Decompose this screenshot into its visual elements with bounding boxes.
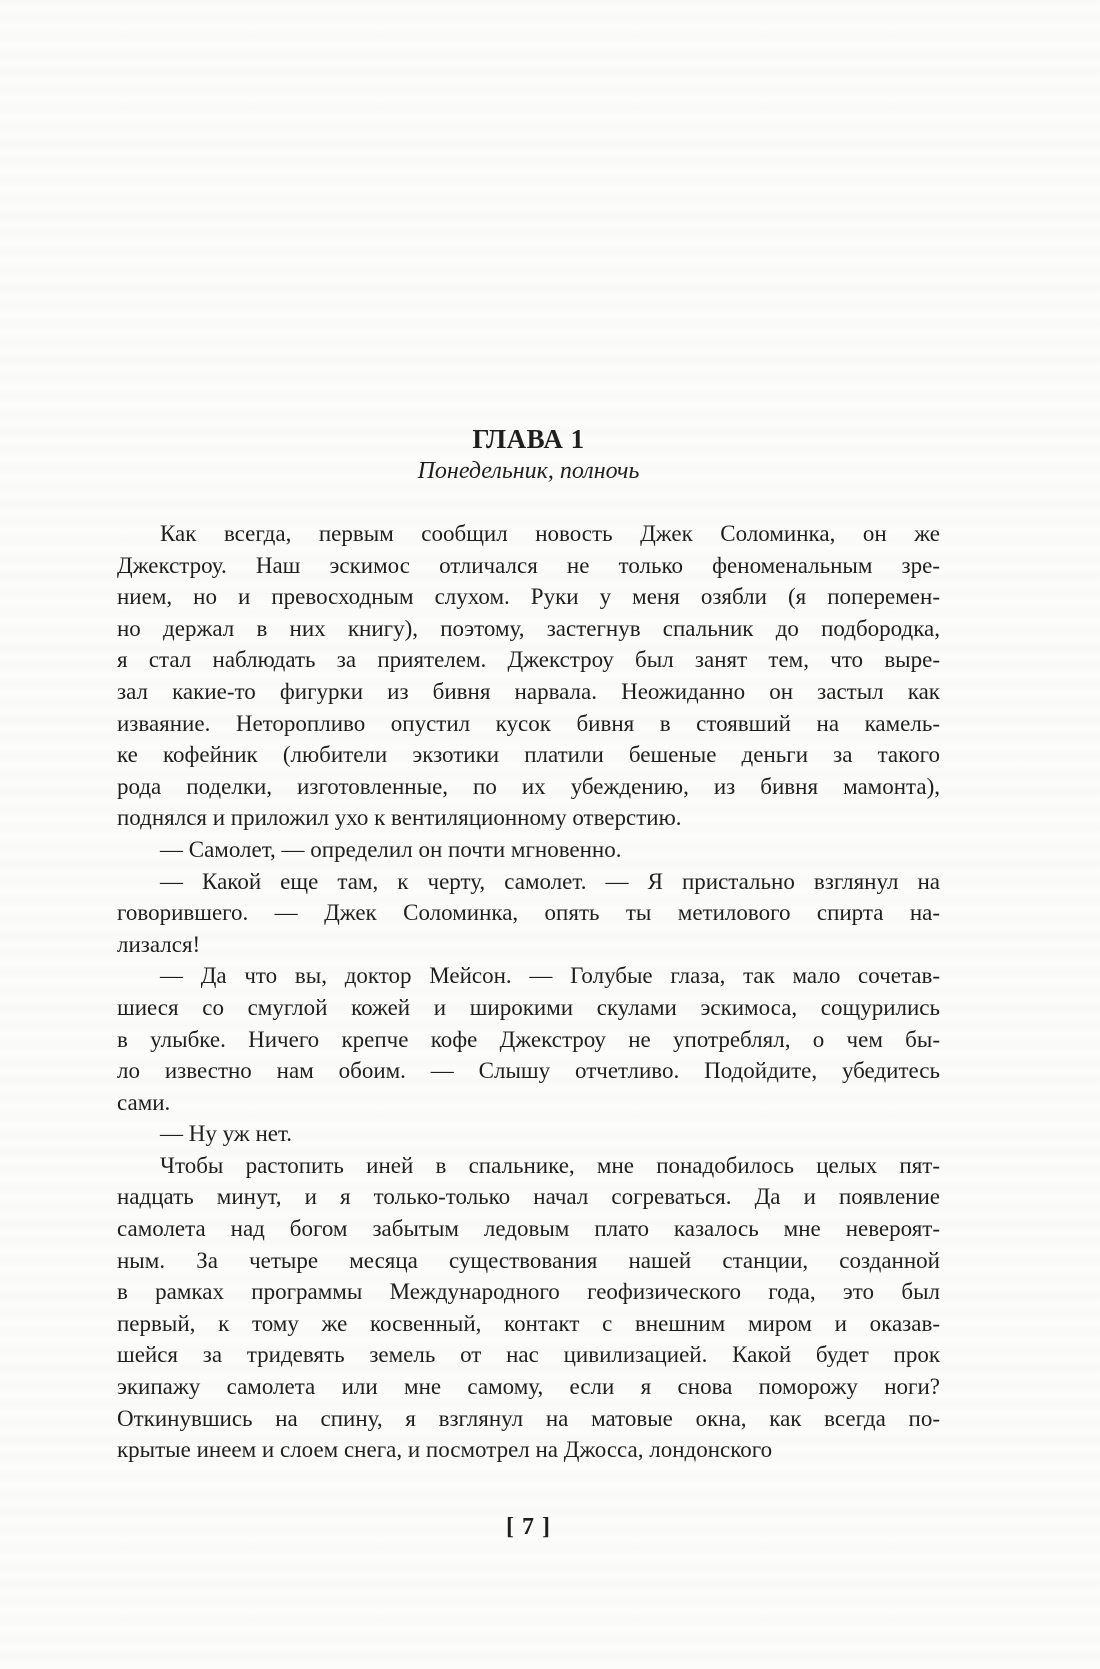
chapter-title: ГЛАВА 1 [472,424,585,454]
text-line: поднялся и приложил ухо к вентиляционному отверстию. [117,805,682,831]
text-line: лизался! [117,931,201,957]
text-line: я стал наблюдать за приятелем. Джекстроу был занят тем, что выре- [117,647,940,673]
text-line: изваяние. Неторопливо опустил кусок бивня в стоявший на камель- [117,710,940,736]
paragraph [117,518,940,834]
text-line: — Да что вы, доктор Мейсон. — Голубые глаза, так мало сочетав- [160,963,940,989]
text-line: зал какие-то фигурки из бивня нарвала. Неожиданно он застыл как [117,678,940,704]
paragraph [117,1118,940,1150]
text-line: но держал в них книгу), поэтому, застегнув спальник до подбородка, [117,615,940,641]
page-number: [ 7 ] [506,1514,551,1540]
text-line: — Какой еще там, к черту, самолет. — Я пристально взглянул на [160,868,940,894]
text-line: ке кофейник (любители экзотики платили бешеные деньги за такого [117,742,940,768]
paragraph [117,1150,940,1466]
paragraph [117,960,940,1118]
text-line: шиеся со смуглой кожей и широкими скулами эскимоса, сощурились [117,994,940,1020]
text-line: надцать минут, и я только-только начал согреваться. Да и появление [117,1184,940,1210]
text-line: крытые инеем и слоем снега, и посмотрел на Джосса, лондонского [117,1437,773,1463]
text-line: рода поделки, изготовленные, по их убеждению, из бивня мамонта), [117,773,940,799]
text-line: сами. [117,1089,171,1115]
paragraph [117,834,940,866]
text-line: ным. За четыре месяца существования нашей станции, созданной [117,1247,940,1273]
text-line: экипажу самолета или мне самому, если я снова поморожу ноги? [117,1374,940,1400]
text-line: — Ну уж нет. [160,1121,293,1147]
text-line: самолета над богом забытым ледовым плато казалось мне невероят- [117,1216,940,1242]
text-line: первый, к тому же косвенный, контакт с внешним миром и оказав- [117,1310,940,1336]
body-text [117,518,940,1466]
text-line: Чтобы растопить иней в спальнике, мне понадобилось целых пят- [160,1152,940,1178]
text-line: Откинувшись на спину, я взглянул на матовые окна, как всегда по- [117,1405,940,1431]
text-line: Джекстроу. Наш эскимос отличался не только феноменальным зре- [117,552,940,578]
text-line: в рамках программы Международного геофизического года, это был [117,1279,940,1305]
paragraph [117,866,940,961]
text-line: в улыбке. Ничего крепче кофе Джекстроу не употреблял, о чем бы- [117,1026,940,1052]
text-line: нием, но и превосходным слухом. Руки у меня озябли (я поперемен- [117,584,940,610]
text-line: ло известно нам обоим. — Слышу отчетливо. Подойдите, убедитесь [117,1058,940,1084]
text-line: говорившего. — Джек Соломинка, опять ты метилового спирта на- [117,900,940,926]
chapter-subtitle: Понедельник, полночь [417,458,640,484]
text-line: шейся за тридевять земель от нас цивилизацией. Какой будет прок [117,1342,940,1368]
text-line: — Самолет, — определил он почти мгновенно. [160,836,622,862]
text-line: Как всегда, первым сообщил новость Джек Соломинка, он же [160,521,940,546]
